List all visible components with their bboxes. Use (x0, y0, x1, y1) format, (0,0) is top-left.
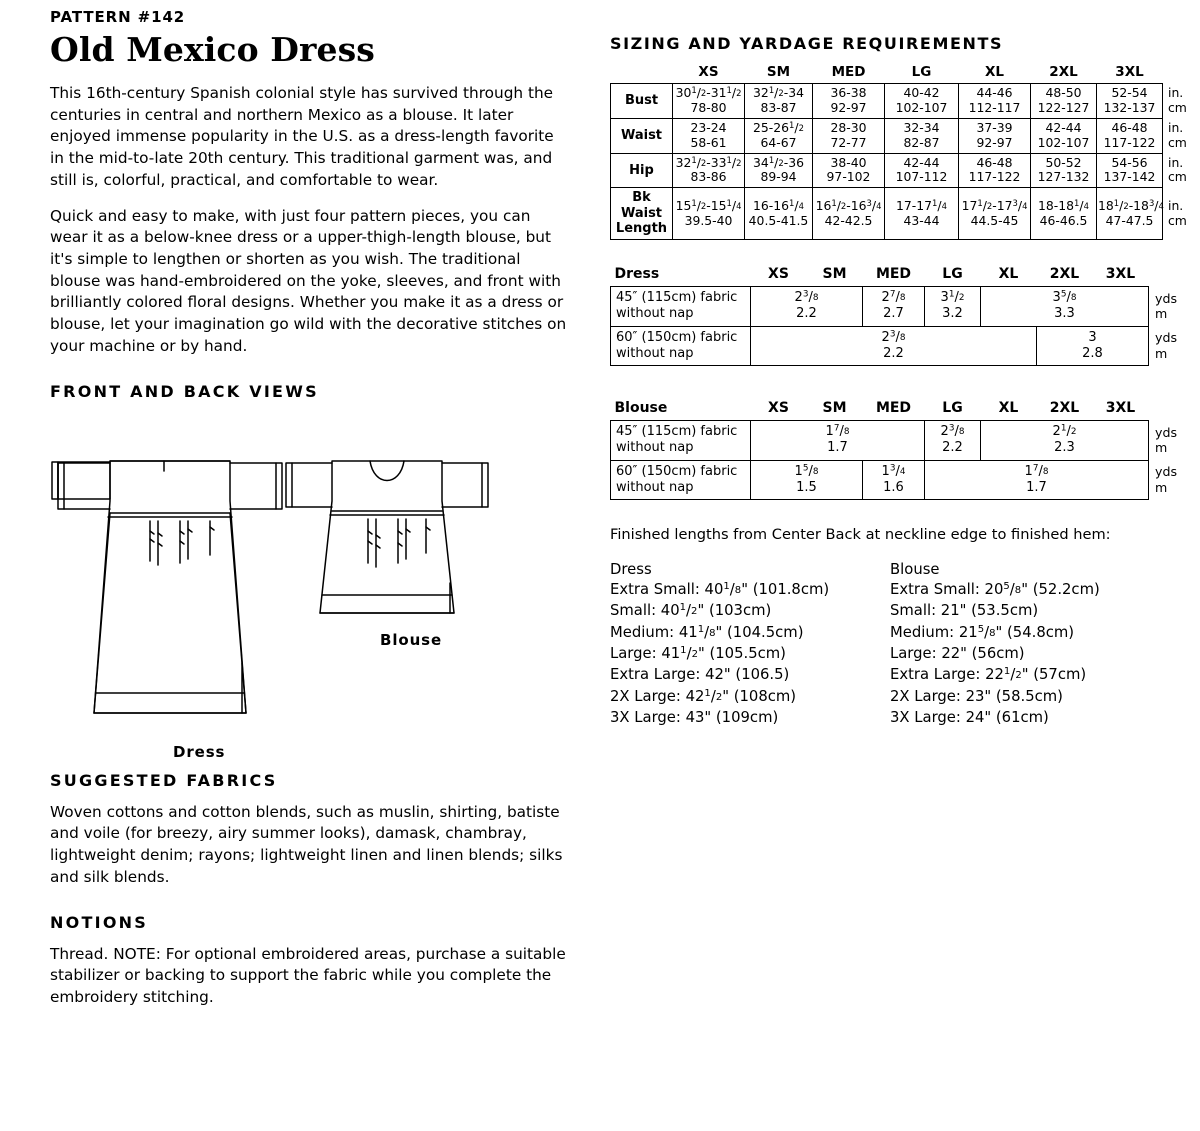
sizing-cell: $15^1/_2-15^1/_4$ 39.5-40 (673, 188, 745, 240)
size-header-xl: XL (984, 64, 1004, 80)
sizing-row-label: Waist (611, 118, 673, 153)
sizing-row-label: Hip (611, 153, 673, 188)
dress-yardage-table (610, 264, 1181, 366)
blouse-size-lg: LG (942, 400, 963, 417)
yardage-cell: $2^3/_8$ 2.2 (751, 326, 1037, 366)
yardage-fabric-label: 45″ (115cm) fabric without nap (611, 421, 751, 461)
sizing-cell: 42-44 107-112 (885, 153, 959, 188)
blouse-yardage-title: Blouse (614, 400, 668, 417)
sizing-body (611, 84, 1195, 240)
sizing-cell: 46-48 117-122 (959, 153, 1031, 188)
fabrics-text: Woven cottons and cotton blends, such as muslin, shirting, batiste and voile (for breezy, airy summer looks), damask, chambray, lightweight denim; rayons; lightweight linen and linen blends; silks and silk blends. (50, 802, 563, 886)
finished-length-line: Extra Large: $22^1/_2$" (57cm) (890, 666, 1087, 684)
finished-blouse-column (890, 561, 1170, 728)
yardage-unit-cell: yds m (1155, 290, 1178, 322)
sizing-unit-cell: in. cm (1168, 197, 1187, 228)
dress-size-xs: XS (768, 266, 789, 283)
sizing-unit-corner (1163, 63, 1195, 84)
sizing-cell: $18^1/_2-18^3/_4$ 47-47.5 (1097, 188, 1163, 240)
yardage-cell: $3^1/_2$ 3.2 (925, 287, 981, 327)
size-header-sm: SM (766, 64, 791, 80)
blouse-size-sm: SM (822, 400, 847, 417)
sizing-corner-cell (611, 63, 673, 84)
sizing-cell: 37-39 92-97 (959, 118, 1031, 153)
sizing-cell: 38-40 97-102 (813, 153, 885, 188)
blouse-yardage-table (610, 398, 1181, 500)
finished-dress-lines (610, 579, 890, 728)
sizing-table (610, 63, 1195, 240)
finished-length-line: 3X Large: 24" (61cm) (890, 708, 1049, 726)
sizing-cell: 52-54 132-137 (1097, 84, 1163, 119)
yardage-row (611, 460, 1181, 500)
blouse-size-med: MED (875, 400, 912, 417)
yardage-cell: $1^7/_8$ 1.7 (925, 460, 1149, 500)
dress-yardage-title: Dress (614, 266, 660, 283)
dress-and-blouse-line-drawings (50, 413, 570, 743)
sizing-cell: $34^1/_2-36$ 89-94 (745, 153, 813, 188)
finished-length-line: 2X Large: $42^1/_2$" (108cm) (610, 687, 797, 705)
sizing-cell: 23-24 58-61 (673, 118, 745, 153)
sizing-row (611, 153, 1195, 188)
dress-unit-corner (1149, 264, 1181, 287)
finished-dress-column (610, 561, 890, 728)
yardage-unit-cell: yds m (1155, 424, 1178, 456)
sizing-unit-cell: in. cm (1168, 85, 1187, 115)
blouse-size-xs: XS (768, 400, 789, 417)
finished-length-line: Medium: $41^1/_8$" (104.5cm) (610, 623, 804, 641)
sizing-cell: $30^1/_2-31^1/_2$ 78-80 (673, 84, 745, 119)
yardage-fabric-label: 60″ (150cm) fabric without nap (611, 326, 751, 366)
blouse-size-3xl: 3XL (1105, 400, 1136, 417)
finished-dress-title: Dress (610, 561, 652, 579)
dress-size-sm: SM (822, 266, 847, 283)
sizing-header-row (611, 63, 1195, 84)
right-column (610, 34, 1187, 728)
yardage-cell: $1^3/_4$ 1.6 (863, 460, 925, 500)
yardage-row (611, 287, 1181, 327)
finished-blouse-title: Blouse (890, 561, 940, 579)
finished-lengths-intro: Finished lengths from Center Back at neckline edge to finished hem: (610, 526, 1111, 544)
size-header-3xl: 3XL (1115, 64, 1144, 80)
sizing-cell: $18-18^1/_4$ 46-46.5 (1031, 188, 1097, 240)
sizing-unit-cell: in. cm (1168, 119, 1187, 150)
blouse-yardage-header-row (611, 398, 1181, 421)
finished-length-line: Small: 21" (53.5cm) (890, 602, 1039, 620)
dress-size-xl: XL (998, 266, 1019, 283)
finished-length-line: Extra Large: 42" (106.5) (610, 666, 790, 684)
yardage-cell: $2^3/_8$ 2.2 (751, 287, 863, 327)
size-header-med: MED (831, 64, 866, 80)
sizing-row (611, 84, 1195, 119)
garment-illustrations (50, 413, 570, 763)
finished-lengths (610, 561, 1170, 728)
yardage-cell: $2^7/_8$ 2.7 (863, 287, 925, 327)
sizing-cell: 50-52 127-132 (1031, 153, 1097, 188)
size-header-lg: LG (911, 64, 932, 80)
yardage-row (611, 326, 1181, 366)
finished-length-line: 3X Large: 43" (109cm) (610, 708, 779, 726)
views-heading: FRONT AND BACK VIEWS (50, 381, 319, 401)
dress-size-med: MED (875, 266, 912, 283)
sizing-cell: $32^1/_2-34$ 83-87 (745, 84, 813, 119)
sizing-cell: $25-26^1/_2$ 64-67 (745, 118, 813, 153)
sizing-cell: 42-44 102-107 (1031, 118, 1097, 153)
dress-yardage-header-row (611, 264, 1181, 287)
sizing-cell: 46-48 117-122 (1097, 118, 1163, 153)
yardage-cell: $1^5/_8$ 1.5 (751, 460, 863, 500)
notions-text: Thread. NOTE: For optional embroidered areas, purchase a suitable stabilizer or backing to support the fabric while you complete the embroidery stitching. (50, 944, 566, 1006)
yardage-fabric-label: 60″ (150cm) fabric without nap (611, 460, 751, 500)
sizing-cell: 48-50 122-127 (1031, 84, 1097, 119)
sizing-cell: 54-56 137-142 (1097, 153, 1163, 188)
sizing-heading: SIZING AND YARDAGE REQUIREMENTS (610, 34, 1004, 53)
sizing-cell: $16^1/_2-16^3/_4$ 42-42.5 (813, 188, 885, 240)
intro-paragraph-1: This 16th-century Spanish colonial style has survived through the centuries in central and northern Mexico as a blouse. It later enjoyed immense popularity in the U.S. as a dress-length favorite in the mid-to-late 20th century. This traditional garment was, and still is, colorful, practical, and comfortable to wear. (50, 84, 554, 189)
dress-caption: Dress (173, 742, 226, 761)
sizing-cell: 44-46 112-117 (959, 84, 1031, 119)
notions-heading: NOTIONS (50, 912, 149, 932)
sizing-cell: $16-16^1/_4$ 40.5-41.5 (745, 188, 813, 240)
finished-length-line: Large: $41^1/_2$" (105.5cm) (610, 644, 786, 662)
sizing-row-label: Bust (611, 84, 673, 119)
sizing-cell: $17^1/_2-17^3/_4$ 44.5-45 (959, 188, 1031, 240)
yardage-fabric-label: 45″ (115cm) fabric without nap (611, 287, 751, 327)
finished-length-line: Medium: $21^5/_8$" (54.8cm) (890, 623, 1075, 641)
blouse-caption: Blouse (380, 630, 443, 649)
yardage-cell: $2^1/_2$ 2.3 (981, 421, 1149, 461)
dress-yardage-body (611, 287, 1181, 366)
sizing-cell: 32-34 82-87 (885, 118, 959, 153)
sizing-row-label: Bk Waist Length (611, 188, 673, 240)
pattern-number: PATTERN #142 (50, 8, 186, 26)
blouse-size-2xl: 2XL (1049, 400, 1080, 417)
sizing-row (611, 188, 1195, 240)
page-title: Old Mexico Dress (50, 30, 375, 69)
size-header-2xl: 2XL (1049, 64, 1078, 80)
blouse-yardage-body (611, 421, 1181, 500)
yardage-cell: 3 2.8 (1037, 326, 1149, 366)
dress-size-3xl: 3XL (1105, 266, 1136, 283)
blouse-unit-corner (1149, 398, 1181, 421)
finished-blouse-lines (890, 579, 1170, 728)
yardage-row (611, 421, 1181, 461)
fabrics-heading: SUGGESTED FABRICS (50, 770, 278, 790)
sizing-cell: $17-17^1/_4$ 43-44 (885, 188, 959, 240)
finished-length-line: Small: $40^1/_2$" (103cm) (610, 602, 772, 620)
sizing-cell: 40-42 102-107 (885, 84, 959, 119)
finished-length-line: 2X Large: 23" (58.5cm) (890, 687, 1063, 705)
sizing-unit-cell: in. cm (1168, 154, 1187, 185)
sizing-row (611, 118, 1195, 153)
sizing-cell: 28-30 72-77 (813, 118, 885, 153)
yardage-cell: $2^3/_8$ 2.2 (925, 421, 981, 461)
sizing-cell: 36-38 92-97 (813, 84, 885, 119)
blouse-size-xl: XL (998, 400, 1019, 417)
left-column (50, 8, 570, 1023)
yardage-cell: $1^7/_8$ 1.7 (751, 421, 925, 461)
dress-size-lg: LG (942, 266, 963, 283)
yardage-unit-cell: yds m (1155, 330, 1178, 361)
finished-length-line: Large: 22" (56cm) (890, 644, 1025, 662)
finished-length-line: Extra Small: $40^1/_8$" (101.8cm) (610, 581, 830, 599)
yardage-cell: $3^5/_8$ 3.3 (981, 287, 1149, 327)
yardage-unit-cell: yds m (1155, 464, 1178, 495)
dress-size-2xl: 2XL (1049, 266, 1080, 283)
intro-paragraph-2: Quick and easy to make, with just four pattern pieces, you can wear it as a below-knee dress or a upper-thigh-length blouse, but it's simple to lengthen or shorten as you wish. The traditional blouse was hand-embroidered on the yoke, sleeves, and front with brilliantly colored floral designs. Whether you make it as a dress or blouse, let your imagination go wild with the decorative stitches on your machine or by hand. (50, 206, 567, 355)
sizing-cell: $32^1/_2-33^1/_2$ 83-86 (673, 153, 745, 188)
finished-length-line: Extra Small: $20^5/_8$" (52.2cm) (890, 581, 1100, 599)
size-header-xs: XS (698, 64, 719, 80)
